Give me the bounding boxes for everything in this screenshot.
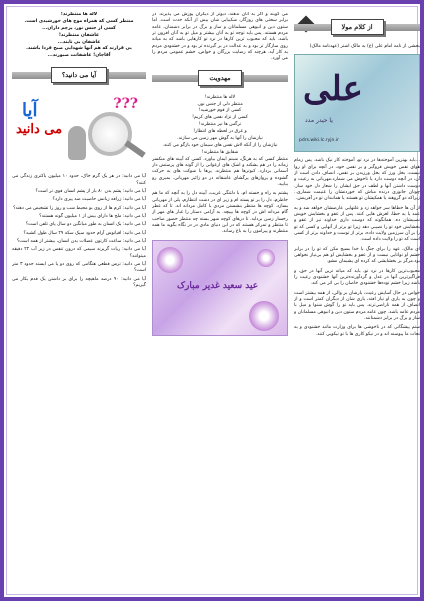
fact-item: آیا می دانید: اقیانوس آرام حدود سیک سکه ۲۹ سال طول کشید؟ — [23, 230, 146, 236]
article-paragraph: خواص در حال آسایش رعیت، بارشان بر والی، از همه بیشتر است و چون به یاری او نیاز افتد، یاری شان از دیگران کمتر است و از انصاف از همه ناراضی‌ترند. پس باید تو را گوش شنوا و میل با مردم عامه باشد. چون عامه مردم ستون دین و انبوهی مسلمانان و ساز و برگ در برابر دشمنانند. — [294, 290, 420, 321]
fact-item: آیا می دانید: ملخ ها دارای بیش از ۱ میلیون گونه هستند؟ — [39, 213, 146, 219]
poem-line: بی قرارند که هم آنها شهدایی صبح فردا باشند. — [26, 46, 132, 52]
flower-decoration — [257, 249, 275, 267]
image-text-midanid: می دانید — [16, 122, 63, 138]
image-watermark: pdrs.wiki.Ic.ryjn.ir — [299, 138, 339, 144]
article-text: می کوبند و اگر به آنان ندهند، دیوتر از دیگران پوزش می پذیرند. در برابر سختی های روزگار، شکیبایی شان بیش از آنکه خدت است. اما ستون دین و انبوهی مسلمانان و ساز و برگ در برابر دشمنان، عامه مردم هستند. پس باید توجه تو به آنان بیشتر و میل تو به آنان افزون تر باشد. باید که محبوب ترین کارها در نزد تو کارهایی باشد که به میانه روی سازگار تر بود و به عدالت در بر گیرنده تر بود و در خشنودی مردم به کار آید. هرچند که رضایت بزرگان و خواص، خشم عمومی مردم را می آورد. — [152, 12, 288, 62]
fact-item: آیا می دانید: ربات گریزند سیمی که درون تنفس در زیر آب ۲۲ دقیقه میتوانند؟ — [12, 247, 146, 259]
fact-item: آیا می دانید: ساعت کارتون عضلات بدن انسان، بیشتر از همه است؟ — [16, 238, 146, 244]
did-you-know-image — [12, 92, 146, 170]
middle-column — [152, 12, 288, 589]
facts-list — [12, 174, 146, 289]
poem-line: منتظر دلی از جنس نور، — [197, 101, 243, 107]
flower-decoration — [249, 301, 279, 331]
question-marks: ??? — [113, 96, 138, 113]
magnifier-icon — [88, 112, 132, 156]
section-title: از کلام مولا — [331, 19, 384, 35]
poem-line: و غرق در لحظه های انتظار! — [193, 129, 247, 135]
section-header-did-you-know — [12, 64, 146, 86]
poem-line: نیازشان را آنها به گوش مهر زمین می سازند. — [177, 135, 263, 141]
article-text: پشتم به راه و خسته ام، با دلتنگی غریب، آیینه دل را به آنچه که ما هم خاطرم، دل را بر تو پسته ام و زیر ای در دشت انتظارم، پلی از مهربانی بسازد. کوچه ها منتظر بنشستن مردی با کامل مردانه اند. تا که عطر گام مردانه اش در کوچه ها بپیچد. به آرامی دستار را غبار های مهر از رخسار زمین بزداید. تا درهای کوچه شهر بسته چه منتظر حضور صاحب تا منتظر و تمرکز هستند که در این دنیای مادی در در نگاه بگوید ما همه منتظرند و پیرامون را به باغ رساند. — [152, 191, 288, 235]
fact-item: آیا می دانید: پشم بدن ۸۰ بار از پشم انسان قوی تر است؟ — [35, 188, 146, 194]
fact-item: آیا می دانید: ۹۰ درصد ماهیچه را برای بر داشتن یک قدم بکار می گیریم؟ — [12, 276, 146, 288]
fact-item: آیا می دانید: در هر یک گرم خاک، حدود ۱۰ میلیون باکتری زندگی می کنند؟ — [12, 174, 146, 186]
poem-line: نیازشان را از آنکه لاش نفس های سیمان خود بازگو می کنند. — [162, 142, 278, 148]
fact-item: آیا می دانید: کرم ها از روی بو محیط شب و روز را تشخیص می دهند؟ — [13, 205, 146, 211]
poem-line: شقایق ها منتظرند! — [201, 149, 239, 155]
article-text: منتظر کسی که به هرنگ، شبنم ایمان بیاورد. کسی که آیینه های منکسر زمانه را در هم بشکند و اشک های ارغوانی را از گونه های پرستش دار آسمانی بردارد. کبوترها هم منتظرند. پرها با شوکت های به حرکت گشوده و پروازهای پرگشای عاشقانه در دو زائیر مهربانی. بمیری رو بیایید. — [152, 156, 288, 187]
calligraphy-main: علی — [303, 69, 363, 110]
poem-line: لاله ها منتظرند! — [60, 12, 98, 17]
greeting-calligraphy: عید سعید غدیر مبارک — [177, 280, 259, 291]
poem-line: آقاجان! عاشقانت صبورند... — [47, 53, 111, 59]
section-title: آیا می دانید؟ — [51, 67, 107, 83]
poem-line: کسی از نژاد نفس های کریم! — [192, 115, 248, 121]
calligraphy-sub: یا حیدر مدد — [305, 117, 333, 125]
right-column — [294, 12, 420, 589]
poem-line: کسی از جنس نور، پرچم داران... — [42, 25, 116, 31]
section-title: مهدویت — [198, 70, 241, 86]
article-paragraph: از آن ها خطاها سر خواهد زد و علتهایی عارضشان خواهد شد و به عمد یا به خطا، لغزش هایی کنند. پس از عفو و بخشایش خویش نصیبشان ده. همانگونه که دوست داری خداوند نیز از عفو و بخشایش خود تو را نصیبی دهد زیرا تو برتر از آنهایی و کسی که تو را بر آن سرزمین ولایت داده، برتر از توست و خداوند برتر از کسی است که تو را ولایت داده است. — [294, 205, 420, 243]
flower-decoration — [157, 247, 183, 273]
fact-item: آیا می دانید: زرافه زبانش حاصیت ضد پیری دارد؟ — [52, 197, 146, 203]
poem-line: منتظر کسی که همراه موج های خورشیدی است. — [24, 18, 134, 24]
left-column — [12, 12, 146, 589]
poem-line: لاله ها منتظرند! — [204, 94, 236, 100]
section-header-mahdaviat — [152, 67, 288, 89]
middle-poem — [152, 95, 288, 157]
poem-line: عاشقان منتظرند! — [58, 32, 100, 38]
intro-text: بخشی از نامه امام علی (ع) به مالک اشتر (عهدنامه مالک) — [309, 44, 420, 49]
ali-calligraphy-image — [294, 54, 420, 152]
article-paragraph: ای مالک، عهد را برای جنگ با خدا بسیج مکن که تو را در برابر خشم او توانایی نیست و از عفو و بخشایش او هم بی‌نیاز نخواهی بود.مرگز بر بخشایشی که کرده ای پشیمان مشو. — [294, 246, 420, 265]
person-figure — [68, 126, 86, 160]
poem-line: نرگس ها نیز منتظرند! — [198, 122, 242, 128]
article-paragraph: ستم پیشگانی که در ناخوشی ها برای وزارت مانند خشنودی و به نجات ما پیوسته اند و در نیکو کاری ها با تو نیکوبی کنند. — [294, 325, 420, 337]
left-poem — [12, 12, 146, 60]
image-text-aya: آیا — [22, 100, 38, 122]
article-paragraph: ...باید بهترین آموخته‌ها در نزد تو، آموخته کار نیک باشد. پس زمام هوای نفس خویش فروگیر و بر نفس خود، در آنچه برای او روا نیست، بخل ورز که بخل ورزیدن بر نفس، انصاف دادن است از آن، در آنچه دوست دارد یا ناخوش می شمارد.مهربانی به رعیت و دوست داشتن آنها و لطف در حق ایشان را شعار دل خود ساز. چونان جانوری درنده مباش که خوردنشان را غنیمت شماری.. زیراکه دو گروهند یا همکیشان تو هستند یا همانندان تو در آفرینش. — [294, 158, 420, 202]
poem-line: کسی از قوم خورشید! — [198, 108, 242, 114]
fact-item: آیا می دانید: یک انسان به طور میانگین دو سال پای تلفن است؟ — [25, 222, 146, 228]
fact-item: آیا می دانید: ترس قطعی هنگامی که روی دو پا می ایستد حدود ۳ متر است؟ — [12, 261, 146, 274]
article-paragraph: محبوب‌ترین کارها در نزد تو، باید که میانه ترین آنها در حق، و فراگیرترین آنها در عدل و گردآورنده‌ترین آنها خشنودی رعیت را باشد زیرا خشم توده‌ها خشنودی خاصان را بی اثر می کند. — [294, 268, 420, 287]
magnifier-handle — [124, 140, 145, 158]
section-header-kalam-mola — [294, 16, 420, 38]
ghadir-greeting-image — [152, 240, 288, 336]
poem-line: عاشقان بی تابند... — [57, 39, 101, 45]
